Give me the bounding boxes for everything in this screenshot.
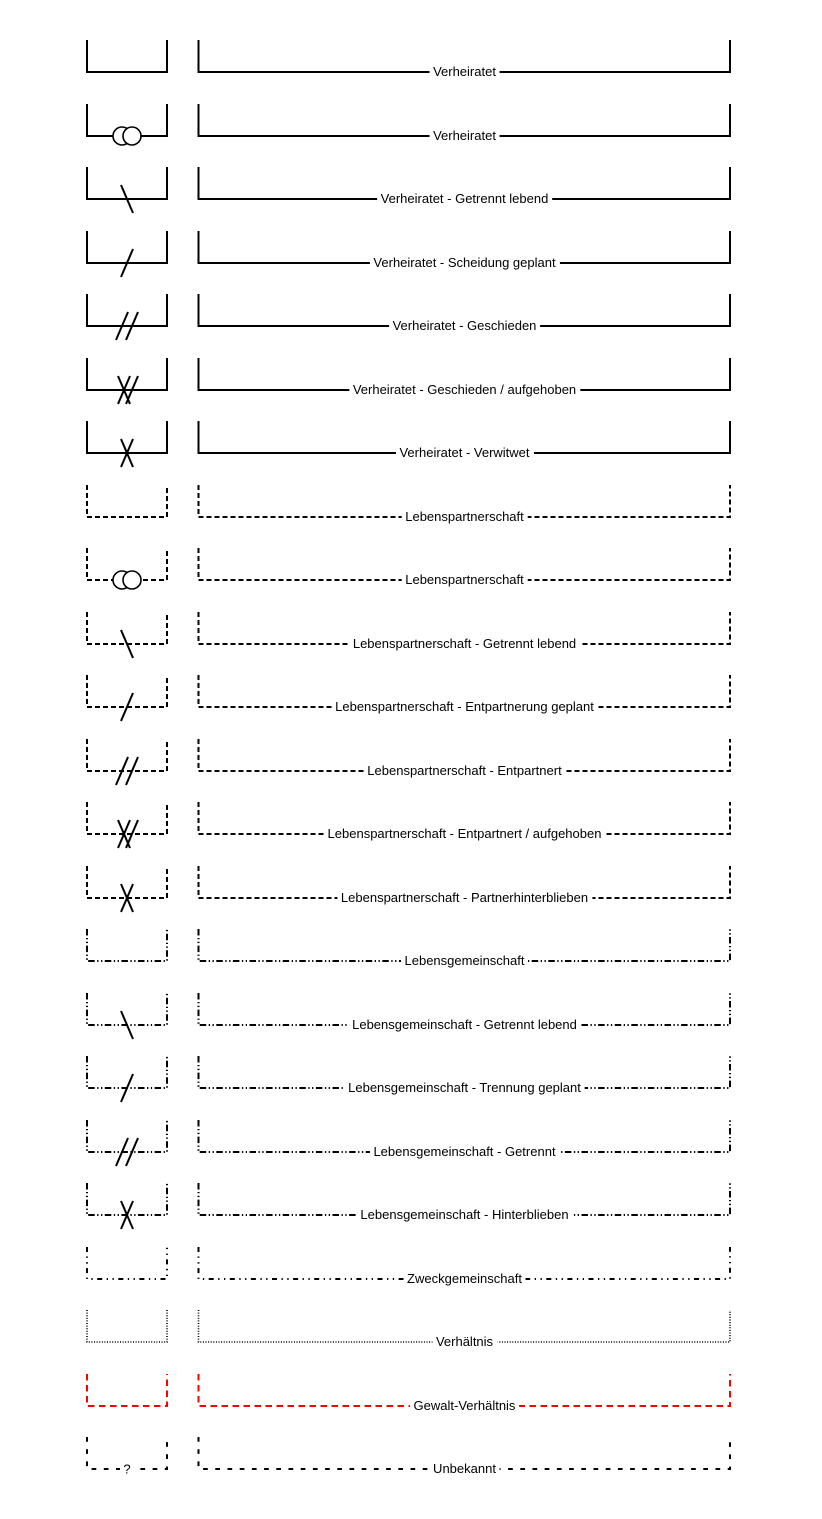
bracket-line	[87, 1310, 167, 1342]
legend-row	[0, 413, 822, 477]
legend-row	[0, 604, 822, 668]
symbol-bracket	[85, 32, 169, 95]
bracket-line	[87, 866, 167, 898]
relationship-bracket	[197, 1175, 732, 1238]
relationship-bracket	[197, 858, 732, 921]
relationship-bracket	[197, 96, 732, 159]
relationship-symbol	[85, 1112, 169, 1175]
symbol-bracket	[85, 159, 169, 222]
legend-list	[0, 32, 822, 1493]
symbol-bracket	[85, 1112, 169, 1175]
relationship-bracket	[197, 540, 732, 603]
relationship-label: Verheiratet - Scheidung geplant	[369, 254, 559, 270]
bracket-line	[87, 993, 167, 1025]
symbol-bracket	[85, 667, 169, 730]
relationship-label: Lebenspartnerschaft	[401, 572, 528, 588]
symbol-bracket	[85, 985, 169, 1048]
relationship-symbol	[85, 794, 169, 857]
relationship-bracket	[197, 350, 732, 413]
symbol-bracket	[85, 540, 169, 603]
bracket-line	[87, 421, 167, 453]
relationship-bracket	[197, 667, 732, 730]
relationship-bracket	[197, 1366, 732, 1429]
legend-row	[0, 731, 822, 795]
legend-row	[0, 540, 822, 604]
relationship-label: Zweckgemeinschaft	[403, 1270, 526, 1286]
relationship-symbol	[85, 223, 169, 286]
relationship-bracket	[197, 1048, 732, 1111]
bracket-line	[87, 167, 167, 199]
relationship-symbol	[85, 985, 169, 1048]
relationship-label: Verhältnis	[432, 1334, 497, 1350]
bracket-line	[87, 40, 167, 72]
relationship-bracket	[197, 413, 732, 476]
legend-row	[0, 350, 822, 414]
legend-row	[0, 858, 822, 922]
legend-row	[0, 1302, 822, 1366]
relationship-bracket	[197, 731, 732, 794]
symbol-bracket	[85, 794, 169, 857]
relationship-bracket	[197, 223, 732, 286]
bracket-line	[87, 612, 167, 644]
relationship-label: Lebenspartnerschaft - Entpartnert / aufgehoben	[324, 826, 606, 842]
bracket-line	[87, 1056, 167, 1088]
legend-row	[0, 1366, 822, 1430]
legend-row	[0, 96, 822, 160]
legend-row	[0, 1239, 822, 1303]
legend-row	[0, 223, 822, 287]
relationship-symbol	[85, 159, 169, 222]
relationship-bracket	[197, 1112, 732, 1175]
symbol-bracket	[85, 1239, 169, 1302]
legend-row	[0, 1112, 822, 1176]
relationship-bracket	[197, 794, 732, 857]
relationship-label: Lebenspartnerschaft - Partnerhinterblieben	[337, 889, 592, 905]
legend-row	[0, 794, 822, 858]
legend-row	[0, 1175, 822, 1239]
relationship-bracket	[197, 921, 732, 984]
symbol-bracket	[85, 1048, 169, 1111]
legend-row	[0, 159, 822, 223]
symbol-bracket	[85, 604, 169, 667]
bracket-line	[87, 929, 167, 961]
symbol-bracket	[85, 477, 169, 540]
relationship-symbol	[85, 477, 169, 540]
relationship-label: Lebenspartnerschaft - Entpartnert	[363, 762, 565, 778]
relationship-label: Verheiratet - Getrennt lebend	[377, 191, 553, 207]
relationship-label: Lebensgemeinschaft - Trennung geplant	[344, 1080, 585, 1096]
divorced-double-slash-icon	[116, 757, 128, 785]
relationship-symbol	[85, 604, 169, 667]
relationship-symbol	[85, 350, 169, 413]
relationship-label: Lebenspartnerschaft - Getrennt lebend	[349, 635, 580, 651]
relationship-label: Lebenspartnerschaft	[401, 508, 528, 524]
unknown-question-icon: ?	[123, 1461, 131, 1477]
legend-row	[0, 985, 822, 1049]
relationship-bracket	[197, 604, 732, 667]
symbol-bracket	[85, 413, 169, 476]
relationship-bracket	[197, 1239, 732, 1302]
relationship-label: Lebensgemeinschaft	[401, 953, 529, 969]
symbol-bracket	[85, 223, 169, 286]
symbol-bracket	[85, 1175, 169, 1238]
relationship-label: Lebenspartnerschaft - Entpartnerung geplant	[331, 699, 598, 715]
bracket-line	[87, 1120, 167, 1152]
relationship-symbol	[85, 413, 169, 476]
relationship-symbol	[85, 1175, 169, 1238]
relationship-bracket	[197, 1429, 732, 1492]
relationship-label: Verheiratet	[429, 127, 500, 143]
relationship-symbol	[85, 1429, 169, 1492]
bracket-line	[87, 1247, 167, 1279]
symbol-bracket	[85, 921, 169, 984]
relationship-symbol	[85, 1048, 169, 1111]
relationship-symbol	[85, 1239, 169, 1302]
symbol-bracket	[85, 858, 169, 921]
symbol-bracket	[85, 1429, 169, 1492]
relationship-bracket	[197, 477, 732, 540]
bracket-line	[87, 675, 167, 707]
relationship-symbol	[85, 731, 169, 794]
relationship-label: Lebensgemeinschaft - Getrennt	[369, 1143, 559, 1159]
relationship-symbol	[85, 858, 169, 921]
symbol-bracket	[85, 1302, 169, 1365]
legend-row	[0, 32, 822, 96]
bracket-line	[87, 231, 167, 263]
relationship-symbol	[85, 921, 169, 984]
symbol-bracket	[85, 1366, 169, 1429]
symbol-bracket	[85, 350, 169, 413]
bracket-line	[87, 1183, 167, 1215]
legend-row	[0, 667, 822, 731]
bracket-line	[87, 1374, 167, 1406]
bracket-line	[87, 739, 167, 771]
relationship-label: Gewalt-Verhältnis	[410, 1397, 520, 1413]
relationship-symbol	[85, 32, 169, 95]
legend-row	[0, 1048, 822, 1112]
relationship-symbol	[85, 540, 169, 603]
relationship-bracket	[197, 159, 732, 222]
relationship-label: Lebensgemeinschaft - Hinterblieben	[356, 1207, 572, 1223]
marriage-rings-icon	[123, 571, 141, 589]
legend-row	[0, 286, 822, 350]
legend-row	[0, 477, 822, 541]
symbol-bracket	[85, 286, 169, 349]
relationship-label: Verheiratet - Geschieden / aufgehoben	[349, 381, 580, 397]
relationship-symbol	[85, 96, 169, 159]
relationship-bracket	[197, 32, 732, 95]
bracket-line	[87, 294, 167, 326]
relationship-symbol	[85, 1302, 169, 1365]
relationship-bracket	[197, 985, 732, 1048]
relationship-label: Unbekannt	[429, 1461, 500, 1477]
relationship-bracket	[197, 1302, 732, 1365]
relationship-label: Lebensgemeinschaft - Getrennt lebend	[348, 1016, 581, 1032]
relationship-label: Verheiratet - Geschieden	[389, 318, 541, 334]
relationship-label: Verheiratet - Verwitwet	[395, 445, 533, 461]
marriage-rings-icon	[123, 127, 141, 145]
relationship-bracket	[197, 286, 732, 349]
relationship-symbol	[85, 286, 169, 349]
bracket-line	[87, 485, 167, 517]
legend-row	[0, 1429, 822, 1493]
relationship-label: Verheiratet	[429, 64, 500, 80]
symbol-bracket	[85, 731, 169, 794]
relationship-symbol	[85, 667, 169, 730]
legend-row	[0, 921, 822, 985]
symbol-bracket	[85, 96, 169, 159]
relationship-symbol	[85, 1366, 169, 1429]
